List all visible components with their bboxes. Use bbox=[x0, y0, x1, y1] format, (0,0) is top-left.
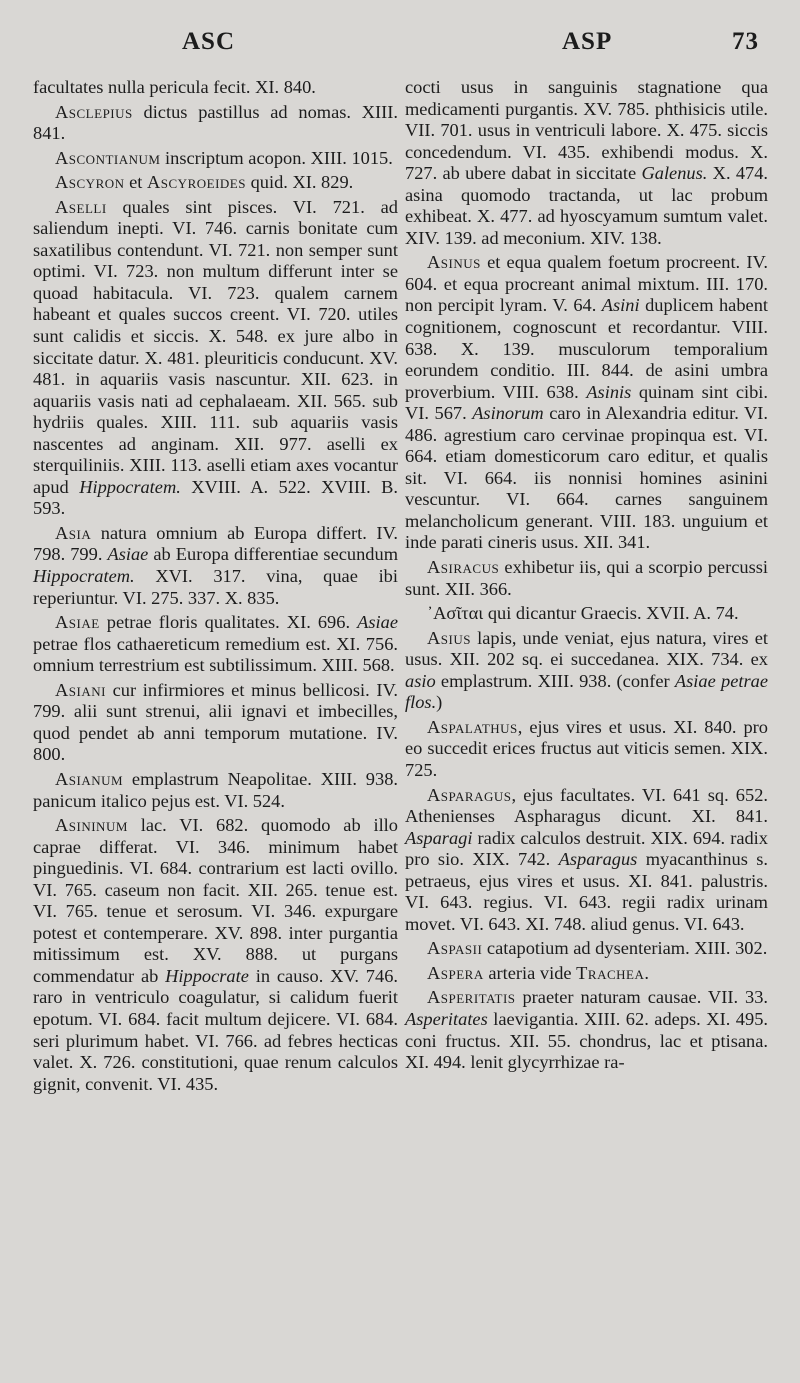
index-entry: Asinus et equa qualem foetum procreent. IV. 604. et equa procreant animal mixtum. III. 170. non percipit lyram. V. 64. Asini duplicem habent cognitionem, cognoscunt et recordantur. VIII. 638. X. 139. musculorum temporalium eorundem conditio. III. 844. de asini umbra proverbium. VIII. 638. Asinis quinam sint cibi. VI. 567. Asinorum caro in Alexandria editur. VI. 486. agrestium caro cervinae propinqua est. VI. 664. etiam domesticorum caro editur, et qualis sit. VI. 664. iis nonnisi homines asinini vescuntur. VI. 664. carnes sanguinem melancholicum generant. VIII. 183. unguium et inde parati cineris usus. XII. 341. bbox=[405, 252, 768, 553]
left-column bbox=[33, 77, 398, 1098]
index-entry: Ascyron et Ascyroeides quid. XI. 829. bbox=[55, 172, 354, 193]
header-right-keyword: ASP bbox=[562, 28, 613, 55]
running-header bbox=[0, 28, 800, 62]
index-entry: cocti usus in sanguinis stagnatione qua medicamenti purgantis. XV. 785. phthisicis utile. VII. 701. usus in ventriculi labore. X. 475. siccis concedendum. VI. 435. exhibendi modus. X. 727. ab ubere dabat in siccitate Galenus. X. 474. asina quomodo tractanda, ut lac probum exhibeat. X. 477. ad hyoscyamum sumtum valet. XIV. 139. ad meconium. XIV. 138. bbox=[405, 77, 769, 248]
index-entry: Asperitatis praeter naturam causae. VII. 33. Asperitates laevigantia. XIII. 62. adeps. XI. 495. coni fructus. XII. 55. chondrus, lac et ptisana. XI. 494. lenit glycyrrhizae ra- bbox=[405, 987, 768, 1073]
index-entry: Asparagus, ejus facultates. VI. 641 sq. 652. Athenienses Aspharagus dicunt. XI. 841. Asparagi radix calculos destruit. XIX. 694. radix pro sio. XIX. 742. Asparagus myacanthinus s. petraeus, ejus vires et usus. XI. 841. palustris. VI. 643. regius. VI. 643. regii radix urinam movet. VI. 643. XI. 748. aliud genus. VI. 643. bbox=[405, 784, 768, 934]
index-entry: Asclepius dictus pastillus ad nomas. XIII. 841. bbox=[33, 101, 398, 144]
index-entry: Asininum lac. VI. 682. quomodo ab illo caprae differat. VI. 346. minimum habet pinguedinis. VI. 684. contrarium est lacti ovillo. VI. 765. caseum non facit. XII. 265. tenue est. VI. 765. tenue et serosum. VI. 346. expurgare potest et contemperare. XV. 898. inter purgantia mitissimum est. XV. 888. ut purgans commendatur ab Hippocrate in causo. XV. 746. raro in ventriculo coagulatur, si calidum fuerit epotum. VI. 684. facit multum dejicere. VI. 684. seri plurimum habet. VI. 766. ad febres hecticas valet. X. 726. constitutioni, quae renum calculos gignit, convenit. VI. 435. bbox=[33, 815, 398, 1094]
header-left-keyword: ASC bbox=[182, 28, 236, 55]
right-column bbox=[405, 77, 768, 1077]
index-entry: Aspalathus, ejus vires et usus. XI. 840. pro eo succedit erices fructus aut viticis semen. XIX. 725. bbox=[405, 716, 768, 780]
index-entry: Asia natura omnium ab Europa differt. IV. 798. 799. Asiae ab Europa differentiae secundum Hippocratem. XVI. 317. vina, quae ibi reperiuntur. VI. 275. 337. X. 835. bbox=[33, 522, 399, 608]
index-entry: Asiani cur infirmiores et minus bellicosi. IV. 799. alii sunt strenui, alii ignavi et imbecilles, quod pendet ab anni temporum mutatione. IV. 800. bbox=[33, 679, 398, 765]
index-entry: Asianum emplastrum Neapolitae. XIII. 938. panicum italico pejus est. VI. 524. bbox=[33, 768, 398, 811]
index-entry: Aspasii catapotium ad dysenteriam. XIII. 302. bbox=[427, 938, 768, 959]
index-entry: Asius lapis, unde veniat, ejus natura, vires et usus. XII. 202 sq. ei succedanea. XIX. 734. ex asio emplastrum. XIII. 938. (confer Asiae petrae flos.) bbox=[405, 627, 768, 713]
index-entry: Ascontianum inscriptum acopon. XIII. 1015. bbox=[55, 147, 393, 168]
index-entry: Aspera arteria vide Trachea. bbox=[427, 962, 649, 983]
index-entry: Asiracus exhibetur iis, qui a scorpio percussi sunt. XII. 366. bbox=[405, 557, 768, 599]
index-entry: ᾽Ασῖται qui dicantur Graecis. XVII. A. 74. bbox=[427, 603, 739, 624]
page-number: 73 bbox=[732, 28, 759, 55]
index-entry: Aselli quales sint pisces. VI. 721. ad saliendum inepti. VI. 746. carnis bonitate cum saxatilibus contendunt. VI. 721. non semper sunt optimi. VI. 723. non multum differunt inter se quoad habitacula. VI. 723. qualem carnem habeant et quales succos creent. VI. 720. utiles sunt calidis et siccis. X. 548. ex jure albo in siccitate datur. X. 481. pleuriticis conducunt. XV. 481. in aquariis vasis nascuntur. XII. 623. in aquariis vasis nati ad cephalaeam. XII. 565. sub hydriis quales. XIII. 111. sub aquariis vasis nascentes ad anginam. XII. 977. aselli ex sterquiliniis. XIII. 113. aselli etiam axes vocantur apud Hippocratem. XVIII. A. 522. XVIII. B. 593. bbox=[33, 196, 398, 519]
index-entry: Asiae petrae floris qualitates. XI. 696. Asiae petrae flos cathaereticum remedium est. XI. 756. omnium terrestrium est subtilissimum. XIII. 568. bbox=[33, 612, 398, 676]
index-entry: facultates nulla pericula fecit. XI. 840. bbox=[33, 77, 316, 97]
